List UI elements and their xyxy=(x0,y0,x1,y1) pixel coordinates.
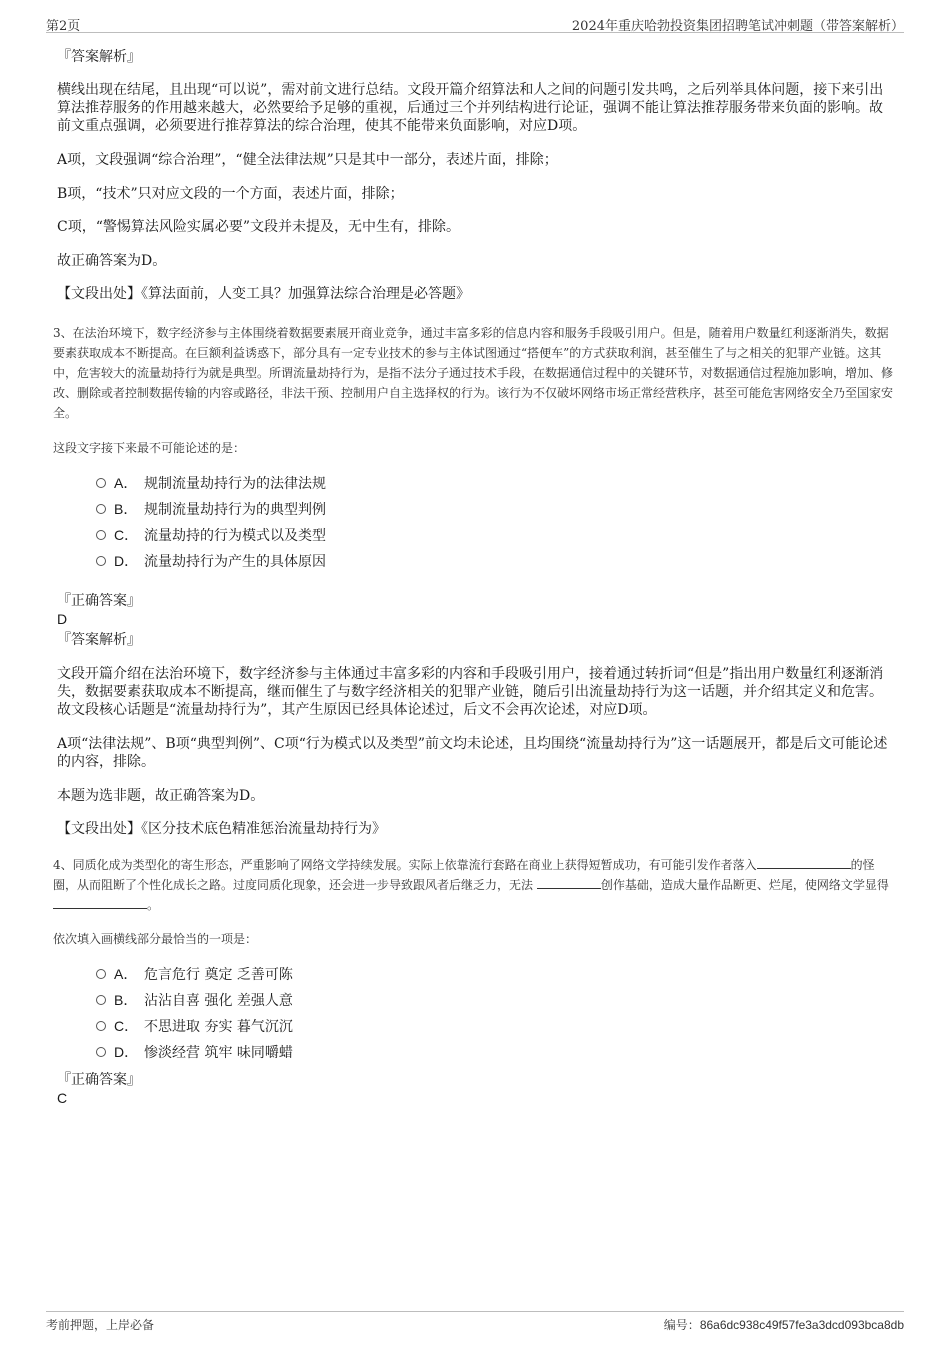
q3-option-c[interactable] xyxy=(96,526,326,545)
option-text: 沾沾自喜 强化 差强人意 xyxy=(144,993,293,1009)
footer-code-label: 编号： xyxy=(663,1318,700,1332)
q2-analysis-title: 『答案解析』 xyxy=(57,49,141,65)
q2-analysis-paragraph-4: C项，“警惕算法风险实属必要”文段并未提及，无中生有，排除。 xyxy=(57,219,461,235)
radio-icon[interactable] xyxy=(96,478,106,488)
radio-icon[interactable] xyxy=(96,1047,106,1057)
radio-icon[interactable] xyxy=(96,995,106,1005)
q3-analysis-paragraph-1: 文段开篇介绍在法治环境下，数字经济参与主体通过丰富多彩的内容和手段吸引用户，接着通过转折词“但是”指出用户数量红利逐渐消失，数据要素获取成本不断提高，继而催生了与数字经济相关的犯罪产业链，随后引出流量劫持行为这一话题，并介绍其定义和危害。故文段核心话题是“流量劫持行为”，其产生原因已经具体论述过，后文不会再次论述，对应D项。 xyxy=(57,666,884,718)
q4-option-b[interactable] xyxy=(96,991,293,1010)
q3-source: 【文段出处】《区分技术底色精准惩治流量劫持行为》 xyxy=(57,821,386,837)
option-text: 规制流量劫持行为的典型判例 xyxy=(144,502,326,518)
option-letter: A． xyxy=(114,475,138,491)
option-text: 规制流量劫持行为的法律法规 xyxy=(144,476,326,492)
footer-code xyxy=(664,1316,904,1333)
option-letter: B． xyxy=(114,501,138,517)
q3-answer-title: 『正确答案』 xyxy=(57,593,141,609)
page-footer xyxy=(46,1311,904,1334)
q3-option-a[interactable] xyxy=(96,474,326,493)
q4-option-d[interactable] xyxy=(96,1043,293,1062)
q4-stem xyxy=(53,855,893,915)
radio-icon[interactable] xyxy=(96,530,106,540)
option-text: 危言危行 奠定 乏善可陈 xyxy=(144,967,293,983)
footer-slogan: 考前押题，上岸必备 xyxy=(46,1318,155,1332)
option-text: 惨淡经营 筑牢 味同嚼蜡 xyxy=(144,1045,293,1061)
blank-2 xyxy=(537,876,601,889)
option-letter: D． xyxy=(114,1044,139,1060)
q4-stem-part-2: 的怪圈，从而阻断了个性化成长之路。过度同质化现象，还会进一步导致跟风者后继乏力，无法 xyxy=(53,858,875,892)
option-letter: D． xyxy=(114,553,139,569)
q3-analysis-title: 『答案解析』 xyxy=(57,632,141,648)
q2-analysis-paragraph-5: 故正确答案为D。 xyxy=(57,253,167,269)
q2-source: 【文段出处】《算法面前，人变工具？加强算法综合治理是必答题》 xyxy=(57,286,470,302)
page-number: 第2页 xyxy=(46,19,81,34)
q4-answer: C xyxy=(57,1090,68,1106)
q3-prompt: 这段文字接下来最不可能论述的是： xyxy=(53,441,246,455)
option-text: 流量劫持的行为模式以及类型 xyxy=(144,528,326,544)
q4-answer-title: 『正确答案』 xyxy=(57,1072,141,1088)
q3-stem: 3、在法治环境下，数字经济参与主体围绕着数据要素展开商业竞争，通过丰富多彩的信息内容和服务手段吸引用户。但是，随着用户数量红利逐渐消失，数据要素获取成本不断提高。在巨额利益诱惑下，部分具有一定专业技术的参与主体试图通过“搭便车”的方式获取利润，甚至催生了与之相关的犯罪产业链。这其中，危害较大的流量劫持行为就是典型。所谓流量劫持行为，是指不法分子通过技术手段，在数据通信过程中的关键环节，对数据通信过程施加影响，增加、修改、删除或者控制数据传输的内容或路径，非法干预、控制用户自主选择权的行为。该行为不仅破坏网络市场正常经营秩序，甚至可能危害网络安全乃至国家安全。 xyxy=(53,326,894,420)
radio-icon[interactable] xyxy=(96,969,106,979)
q3-analysis-paragraph-3: 本题为选非题，故正确答案为D。 xyxy=(57,788,265,804)
q4-stem-part-4: 。 xyxy=(147,898,160,912)
option-text: 不思进取 夯实 暮气沉沉 xyxy=(144,1019,293,1035)
q4-stem-part-1: 4、同质化成为类型化的寄生形态，严重影响了网络文学持续发展。实际上依靠流行套路在商业上获得短暂成功，有可能引发作者落入 xyxy=(53,858,757,872)
option-letter: C． xyxy=(114,1018,139,1034)
q4-option-c[interactable] xyxy=(96,1017,293,1036)
page-header xyxy=(46,12,904,33)
blank-1 xyxy=(757,856,851,869)
option-letter: A． xyxy=(114,966,138,982)
q3-option-d[interactable] xyxy=(96,552,326,571)
q4-prompt: 依次填入画横线部分最恰当的一项是： xyxy=(53,932,258,946)
option-text: 流量劫持行为产生的具体原因 xyxy=(144,554,326,570)
q2-analysis-paragraph-2: A项，文段强调“综合治理”，“健全法律法规”只是其中一部分，表述片面，排除； xyxy=(57,152,558,168)
q3-answer: D xyxy=(57,611,68,627)
q2-analysis-paragraph-3: B项，“技术”只对应文段的一个方面，表述片面，排除； xyxy=(57,186,404,202)
q2-analysis-paragraph-1: 横线出现在结尾，且出现“可以说”，需对前文进行总结。文段开篇介绍算法和人之间的问题引发共鸣，之后列举具体问题，接下来引出算法推荐服务的作用越来越大，必然要给予足够的重视，后通过三个并列结构进行论证，强调不能让算法推荐服务带来负面的影响。故前文重点强调，必须要进行推荐算法的综合治理，使其不能带来负面影响，对应D项。 xyxy=(57,82,884,134)
q3-analysis-paragraph-2: A项“法律法规”、B项“典型判例”、C项“行为模式以及类型”前文均未论述，且均围绕“流量劫持行为”这一话题展开，都是后文可能论述的内容，排除。 xyxy=(57,736,888,770)
radio-icon[interactable] xyxy=(96,504,106,514)
radio-icon[interactable] xyxy=(96,556,106,566)
footer-code-value: 86a6dc938c49f57fe3a3dcd093bca8db xyxy=(699,1318,904,1332)
q4-stem-part-3: 创作基础，造成大量作品断更、烂尾，使网络文学显得 xyxy=(600,878,889,892)
option-letter: B． xyxy=(114,992,138,1008)
q3-option-b[interactable] xyxy=(96,500,326,519)
blank-3 xyxy=(53,896,147,909)
option-letter: C． xyxy=(114,527,139,543)
q4-option-a[interactable] xyxy=(96,965,293,984)
radio-icon[interactable] xyxy=(96,1021,106,1031)
document-title: 2024年重庆哈勃投资集团招聘笔试冲刺题（带答案解析） xyxy=(571,19,904,34)
